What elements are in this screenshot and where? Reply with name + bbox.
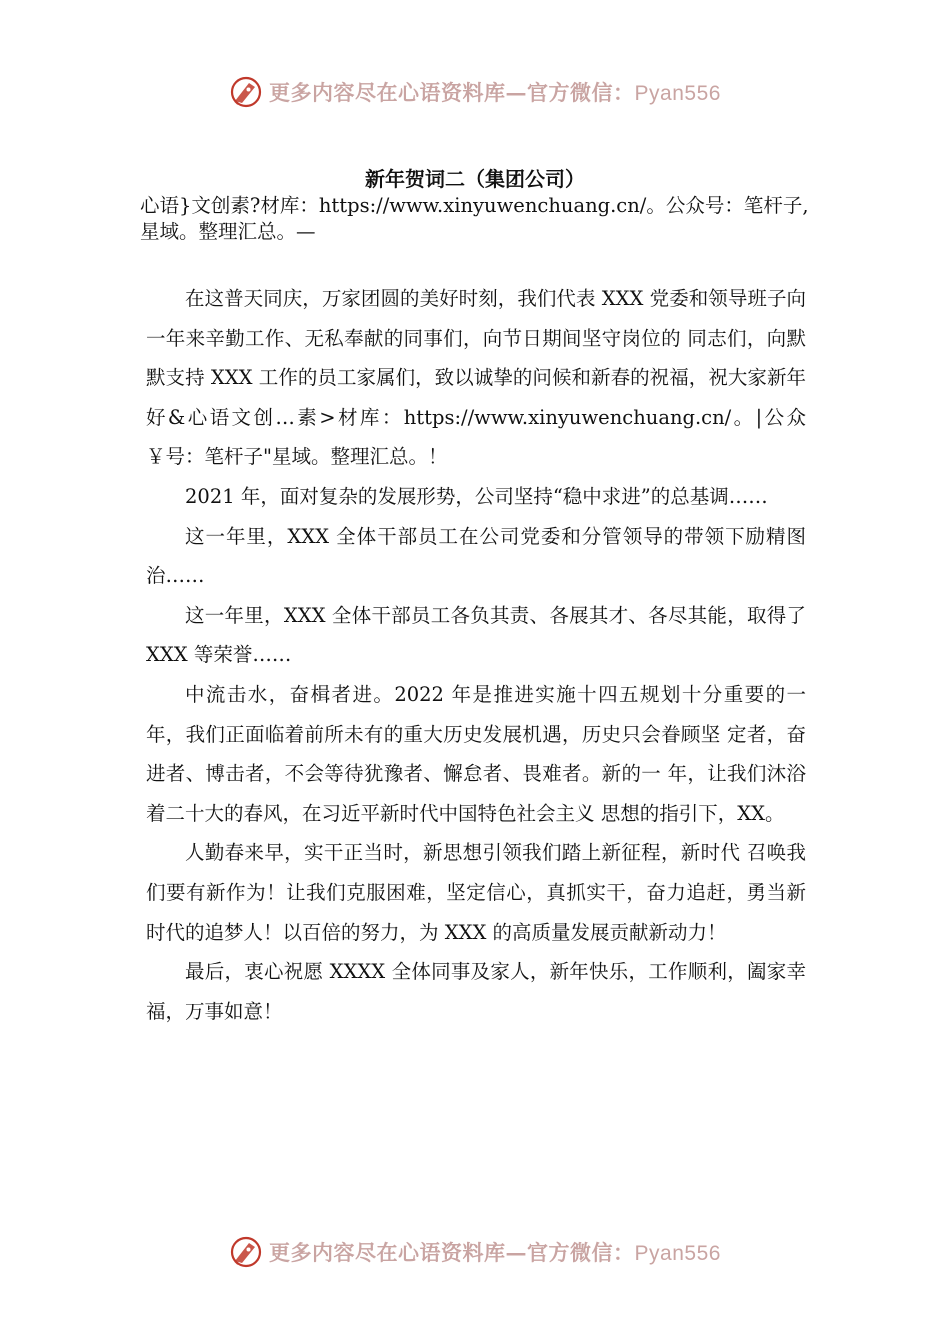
body-paragraph: 最后，衷心祝愿 XXXX 全体同事及家人，新年快乐，工作顺利，阖家幸福，万事如意！ [146,960,806,1023]
watermark-text [269,77,721,107]
document-title: 新年贺词二（集团公司） [365,167,585,191]
header-watermark-banner [0,72,950,112]
watermark-label: 更多内容尽在心语资料库—官方微信： [269,80,635,105]
watermark-text [269,1237,721,1267]
body-paragraph: 人勤春来早，实干正当时，新思想引领我们踏上新征程，新时代 召唤我们要有新作为！让我们克服困难，坚定信心，真抓实干，奋力追赶，勇当新时代的追梦人！以百倍的努力，为 XXX 的高质量发展贡献新动力！ [146,841,806,944]
footer-watermark-banner [0,1232,950,1272]
wechat-id: Pyan556 [634,82,721,105]
wechat-id: Pyan556 [634,1242,721,1265]
body-paragraph: 在这普天同庆，万家团圆的美好时刻，我们代表 XXX 党委和领导班子向一年来辛勤工作、无私奉献的同事们，向节日期间坚守岗位的 同志们，向默默支持 XXX 工作的员工家属们，致以诚挚的问候和新春的祝福，祝大家新年好&心语文创…素>材库：https://www.xinyuwenchuang.cn/。|公众￥号：笔杆子"星域。整理汇总。！ [146,287,806,469]
pen-nib-icon [229,1235,263,1269]
pen-nib-icon [229,75,263,109]
watermark-label: 更多内容尽在心语资料库—官方微信： [269,1240,635,1265]
body-paragraph: 这一年里，XXX 全体干部员工各负其责、各展其才、各尽其能，取得了 XXX 等荣誉…… [146,603,806,667]
document-body [146,279,806,1031]
source-note: 心语}文创素?材库：https://www.xinyuwenchuang.cn/。公众号：笔杆子,星域。整理汇总。— [140,194,809,243]
body-paragraph: 这一年里，XXX 全体干部员工在公司党委和分管领导的带领下励精图治…… [146,524,806,588]
body-paragraph: 中流击水，奋楫者进。2022 年是推进实施十四五规划十分重要的一年，我们正面临着前所未有的重大历史发展机遇，历史只会眷顾坚 定者，奋进者、博击者，不会等待犹豫者、懈怠者、畏难者。新的一 年，让我们沐浴着二十大的春风，在习近平新时代中国特色社会主义 思想的指引下，XX。 [146,682,806,825]
body-paragraph: 2021 年，面对复杂的发展形势，公司坚持“稳中求进”的总基调…… [185,484,768,508]
